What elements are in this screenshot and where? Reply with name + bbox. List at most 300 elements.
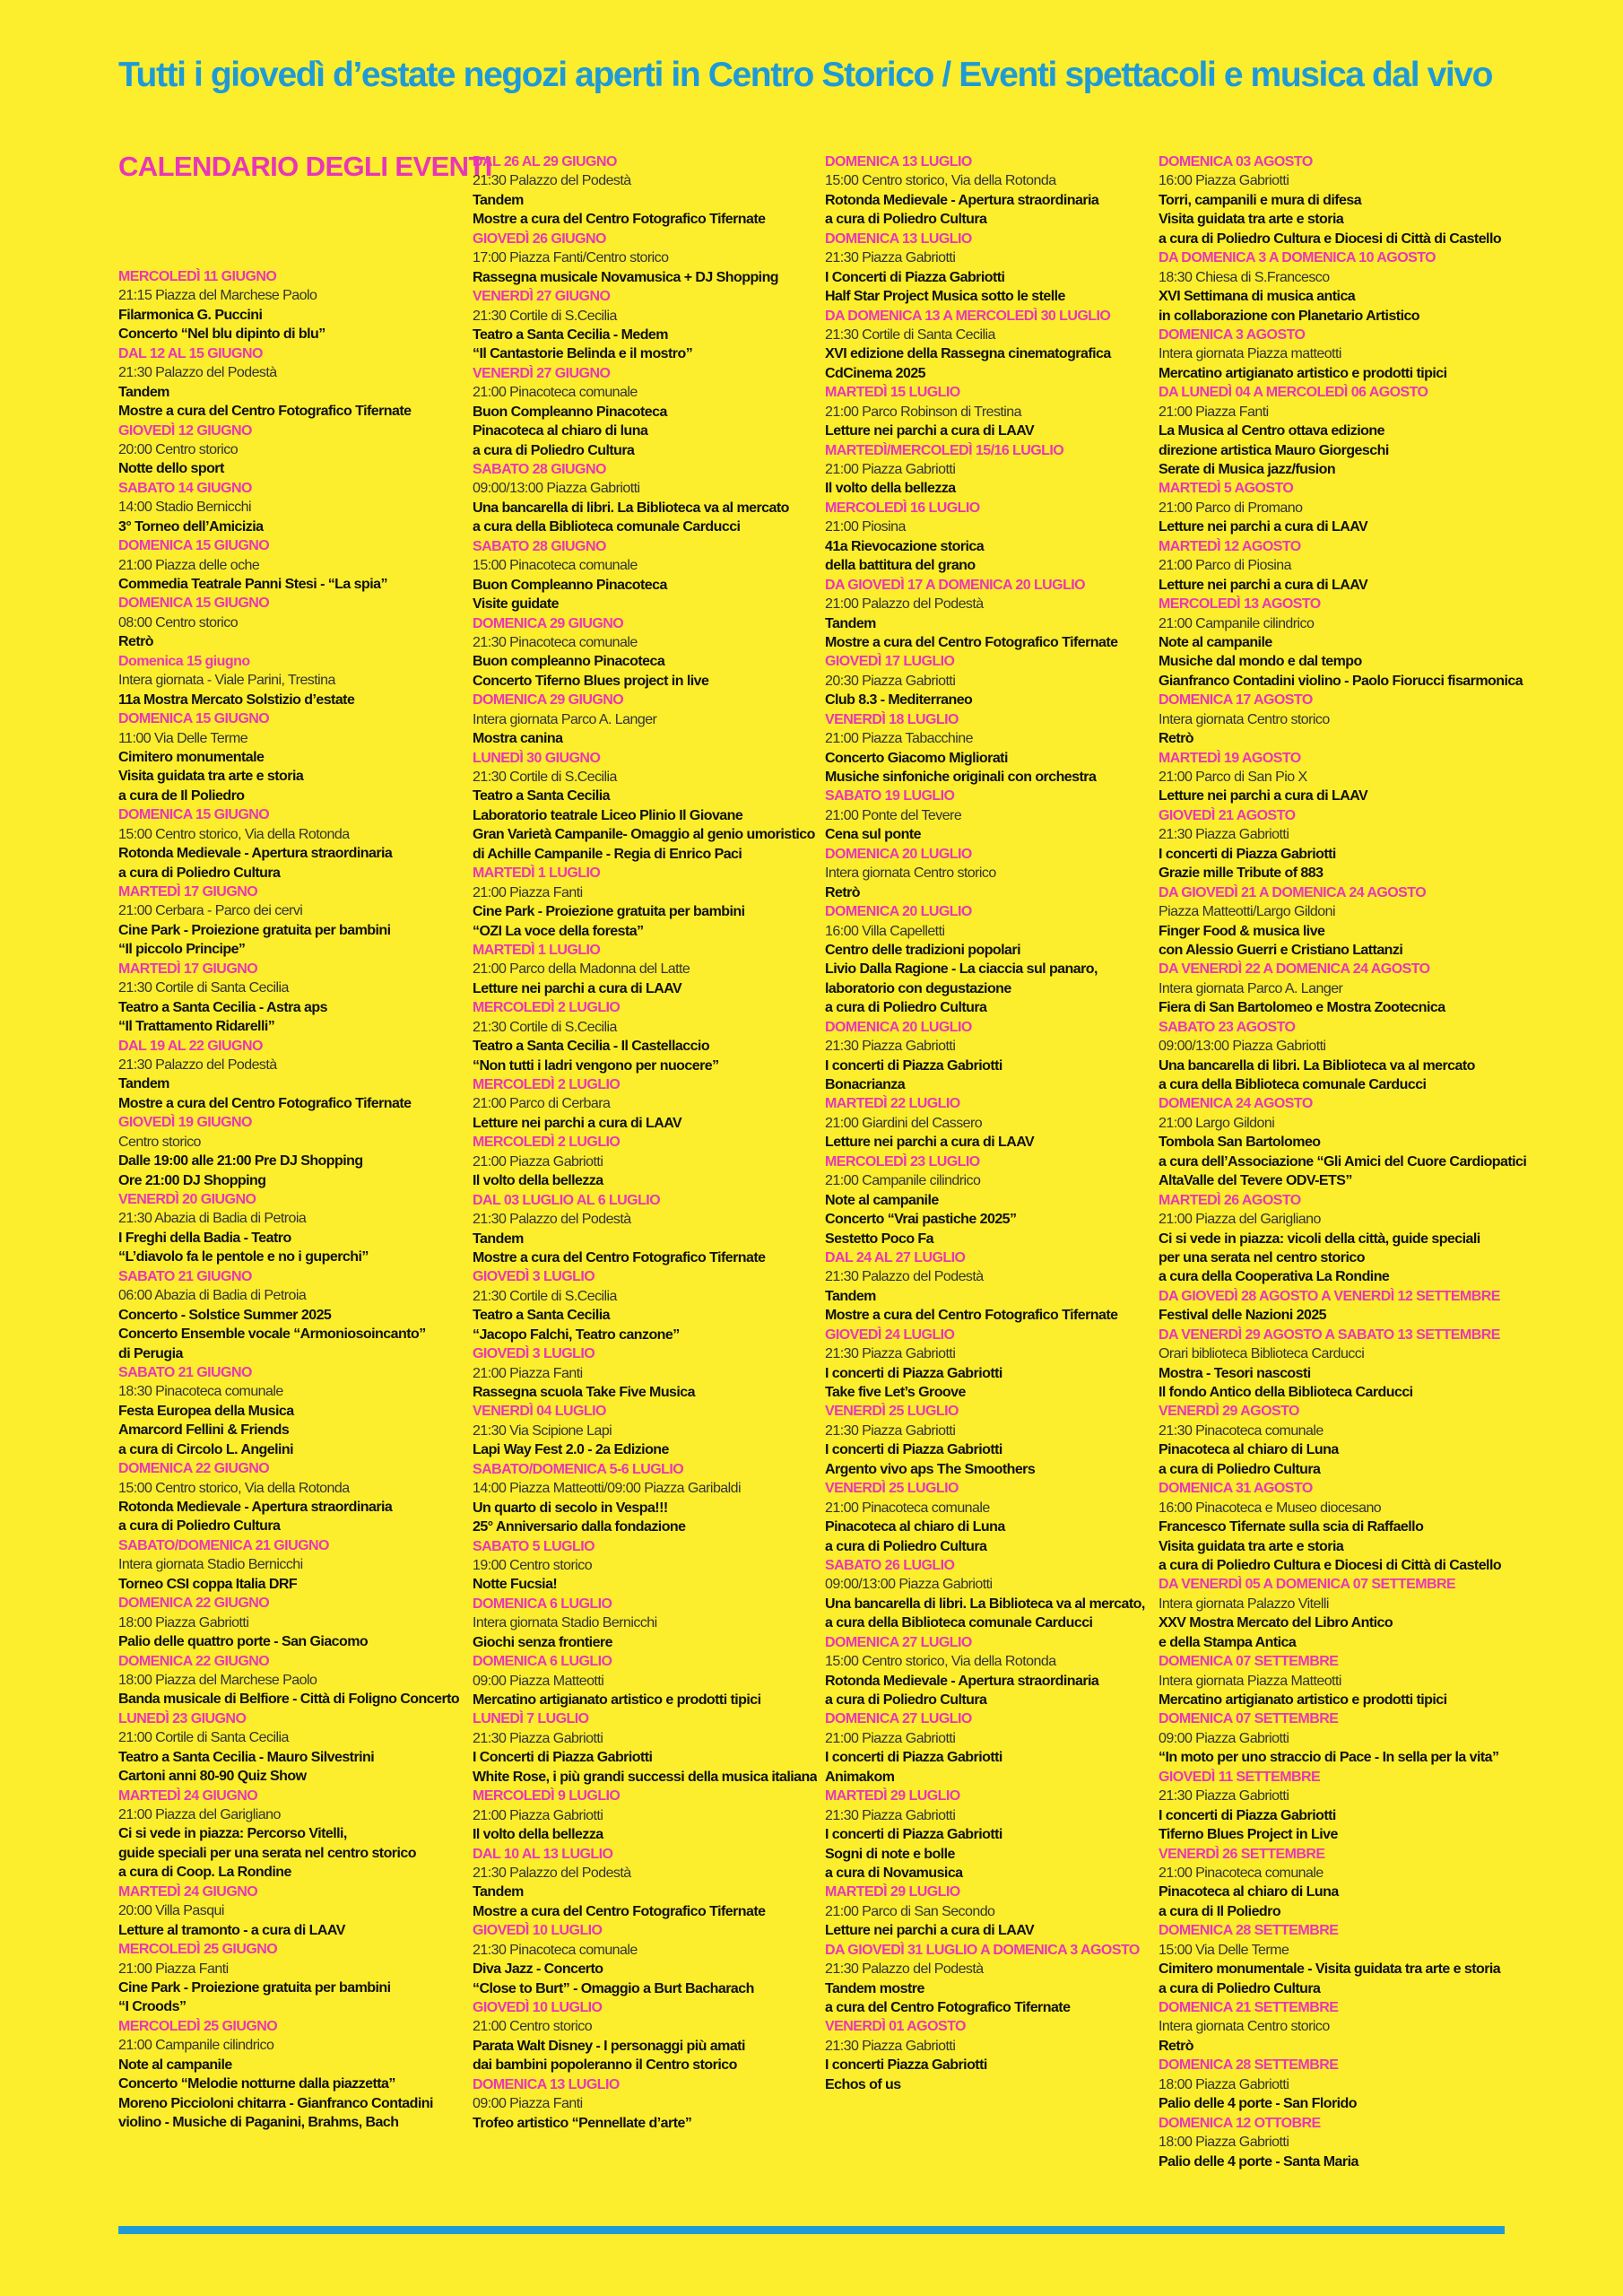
event-date: MERCOLEDÌ 9 LUGLIO bbox=[473, 1788, 621, 1805]
event-time-location: 18:00 Piazza Gabriotti bbox=[1159, 2076, 1289, 2092]
event-title: Pinacoteca al chiaro di Luna bbox=[825, 1519, 1005, 1535]
event-time-location: 21:00 Parco di Promano bbox=[1159, 500, 1303, 516]
event-title: Dalle 19:00 alle 21:00 Pre DJ Shopping bbox=[118, 1153, 363, 1170]
event-time-location: 15:00 Pinacoteca comunale bbox=[473, 558, 638, 574]
event-title: Note al campanile bbox=[1159, 634, 1272, 650]
event-title: Moreno Piccioloni chitarra - Gianfranco Contadini bbox=[118, 2095, 433, 2111]
event-time-location: 21:00 Campanile cilindrico bbox=[1159, 615, 1315, 631]
event-date: DOMENICA 3 AGOSTO bbox=[1159, 326, 1306, 343]
event-time-location: 21:00 Parco di Piosina bbox=[1159, 558, 1292, 574]
event-date: MARTEDÌ 5 AGOSTO bbox=[1159, 481, 1294, 497]
event-time-location: 18:30 Pinacoteca comunale bbox=[118, 1384, 283, 1400]
event-time-location: 21:30 Abazia di Badia di Petroia bbox=[118, 1211, 307, 1227]
event-date: DAL 03 LUGLIO AL 6 LUGLIO bbox=[473, 1192, 661, 1208]
event-title: Tombola San Bartolomeo bbox=[1159, 1135, 1321, 1151]
event-title: Torri, campanili e mura di difesa bbox=[1159, 192, 1362, 208]
event-title: a cura di Poliedro Cultura bbox=[825, 1692, 987, 1708]
event-time-location: 21:30 Cortile di S.Cecilia bbox=[473, 308, 617, 324]
event-date: DOMENICA 13 LUGLIO bbox=[825, 230, 972, 247]
event-title: Concerto “Melodie notturne dalla piazzetta” bbox=[118, 2076, 395, 2092]
event-title: Francesco Tifernate sulla scia di Raffaello bbox=[1159, 1519, 1424, 1535]
event-date: MERCOLEDÌ 25 GIUGNO bbox=[118, 1942, 278, 1958]
event-title: Letture nei parchi a cura di LAAV bbox=[1159, 519, 1368, 535]
event-title: Mercatino artigianato artistico e prodotti tipici bbox=[1159, 1692, 1447, 1708]
event-title: Palio delle 4 porte - San Florido bbox=[1159, 2096, 1357, 2112]
event-title: Sestetto Poco Fa bbox=[825, 1231, 934, 1247]
event-date: GIOVEDÌ 21 AGOSTO bbox=[1159, 807, 1296, 823]
event-title: Letture nei parchi a cura di LAAV bbox=[825, 423, 1035, 439]
event-title: Centro delle tradizioni popolari bbox=[825, 942, 1020, 958]
event-time-location: 21:00 Piazza Fanti bbox=[118, 1961, 229, 1977]
event-time-location: Intera giornata Piazza Matteotti bbox=[1159, 1673, 1341, 1689]
event-date: SABATO 28 GIUGNO bbox=[473, 538, 606, 554]
event-time-location: Intera giornata Piazza matteotti bbox=[1159, 346, 1341, 362]
event-date: DOMENICA 28 SETTEMBRE bbox=[1159, 1923, 1339, 1939]
event-date: MARTEDÌ 26 AGOSTO bbox=[1159, 1192, 1301, 1208]
event-title: Teatro a Santa Cecilia - Il Castellaccio bbox=[473, 1039, 710, 1055]
footer-bar bbox=[118, 2226, 1505, 2234]
event-time-location: 08:00 Centro storico bbox=[118, 614, 239, 631]
event-time-location: 09:00 Piazza Gabriotti bbox=[1159, 1730, 1289, 1746]
event-title: Animakom bbox=[825, 1769, 895, 1785]
event-title: Visite guidate bbox=[473, 596, 560, 613]
event-date: SABATO 21 GIUGNO bbox=[118, 1268, 252, 1284]
event-time-location: 11:00 Via Delle Terme bbox=[118, 730, 248, 746]
event-title: Concerto - Solstice Summer 2025 bbox=[118, 1307, 332, 1323]
event-time-location: 09:00 Piazza Fanti bbox=[473, 2096, 583, 2112]
event-title: AltaValle del Tevere ODV-ETS” bbox=[1159, 1173, 1352, 1189]
event-time-location: 16:00 Piazza Gabriotti bbox=[1159, 173, 1289, 189]
event-time-location: 21:00 Parco di San Secondo bbox=[825, 1903, 995, 1919]
event-title: a cura di Poliedro Cultura bbox=[825, 1538, 987, 1554]
event-time-location: 21:30 Palazzo del Podestà bbox=[473, 1865, 631, 1881]
event-title: per una serata nel centro storico bbox=[1159, 1249, 1365, 1265]
event-title: Mostra canina bbox=[473, 731, 563, 747]
event-title: Rotonda Medievale - Apertura straordinaria bbox=[118, 1500, 393, 1515]
event-title: Tandem bbox=[473, 1231, 524, 1247]
event-title: e della Stampa Antica bbox=[1159, 1634, 1297, 1650]
event-date: DAL 26 AL 29 GIUGNO bbox=[473, 154, 617, 170]
event-time-location: 20:00 Centro storico bbox=[118, 441, 239, 457]
event-date: MARTEDÌ 1 LUGLIO bbox=[473, 942, 601, 958]
event-date: SABATO/DOMENICA 21 GIUGNO bbox=[118, 1537, 329, 1553]
event-title: 11a Mostra Mercato Solstizio d’estate bbox=[118, 691, 355, 708]
event-date: GIOVEDÌ 10 LUGLIO bbox=[473, 1923, 603, 1939]
event-time-location: 21:00 Piazza Fanti bbox=[473, 884, 583, 900]
event-title: direzione artistica Mauro Giorgeschi bbox=[1159, 442, 1389, 458]
event-title: Bonacrianza bbox=[825, 1077, 906, 1092]
event-time-location: 21:00 Parco Robinson di Trestina bbox=[825, 404, 1021, 420]
event-time-location: 16:00 Villa Capelletti bbox=[825, 923, 945, 939]
event-time-location: 15:00 Via Delle Terme bbox=[1159, 1942, 1289, 1958]
event-title: Letture nei parchi a cura di LAAV bbox=[825, 1923, 1035, 1939]
event-date: SABATO 19 LUGLIO bbox=[825, 788, 955, 804]
event-title: Note al campanile bbox=[118, 2057, 232, 2073]
event-time-location: 21:00 Parco di Cerbara bbox=[473, 1096, 611, 1112]
event-title: Fiera di San Bartolomeo e Mostra Zootecnica bbox=[1159, 1000, 1445, 1016]
event-title: Tandem bbox=[118, 384, 169, 400]
event-time-location: 21:30 Pinacoteca comunale bbox=[473, 634, 638, 650]
event-title: Banda musicale di Belfiore - Città di Foligno Concerto bbox=[118, 1692, 460, 1708]
event-title: Torneo CSI coppa Italia DRF bbox=[118, 1576, 298, 1592]
event-date: DOMENICA 29 GIUGNO bbox=[473, 692, 624, 709]
event-time-location: 21:00 Piazza Tabacchine bbox=[825, 731, 973, 747]
event-time-location: 21:00 Largo Gildoni bbox=[1159, 1115, 1275, 1131]
event-time-location: 21:00 Centro storico bbox=[473, 2019, 593, 2035]
event-date: DA GIOVEDÌ 31 LUGLIO A DOMENICA 3 AGOSTO bbox=[825, 1942, 1140, 1958]
event-title: “Non tutti i ladri vengono per nuocere” bbox=[473, 1057, 719, 1074]
event-date: DA DOMENICA 13 A MERCOLEDÌ 30 LUGLIO bbox=[825, 308, 1111, 324]
event-time-location: 21:00 Piazza Gabriotti bbox=[473, 1807, 603, 1823]
event-date: DOMENICA 12 OTTOBRE bbox=[1159, 2115, 1321, 2131]
event-title: a cura della Cooperativa La Rondine bbox=[1159, 1269, 1390, 1285]
event-title: a cura di Poliedro Cultura bbox=[118, 1518, 281, 1535]
event-title: a cura di Poliedro Cultura bbox=[473, 442, 635, 458]
event-title: violino - Musiche di Paganini, Brahms, Bach bbox=[118, 2115, 399, 2130]
event-time-location: 18:30 Chiesa di S.Francesco bbox=[1159, 269, 1330, 285]
event-title: Club 8.3 - Mediterraneo bbox=[825, 692, 973, 709]
event-title: Mostre a cura del Centro Fotografico Tifernate bbox=[825, 1308, 1118, 1324]
event-time-location: 21:00 Piazza Gabriotti bbox=[473, 1153, 603, 1170]
event-title: di Achille Campanile - Regia di Enrico Paci bbox=[473, 846, 742, 862]
event-title: Half Star Project Musica sotto le stelle bbox=[825, 289, 1065, 305]
event-title: Parata Walt Disney - I personaggi più amati bbox=[473, 2038, 745, 2054]
event-title: Buon compleanno Pinacoteca bbox=[473, 654, 665, 670]
event-title: Cine Park - Proiezione gratuita per bambini bbox=[473, 904, 745, 920]
event-title: XXV Mostra Mercato del Libro Antico bbox=[1159, 1615, 1393, 1631]
event-date: GIOVEDÌ 10 LUGLIO bbox=[473, 2000, 603, 2015]
event-date: SABATO 21 GIUGNO bbox=[118, 1364, 252, 1380]
events-column-1 bbox=[118, 267, 459, 2132]
event-date: VENERDÌ 25 LUGLIO bbox=[825, 1404, 959, 1420]
event-title: Festa Europea della Musica bbox=[118, 1403, 294, 1419]
event-date: MARTEDÌ 24 GIUGNO bbox=[118, 1883, 258, 1900]
event-title: XVI edizione della Rassegna cinematografica bbox=[825, 346, 1111, 362]
event-time-location: 06:00 Abazia di Badia di Petroia bbox=[118, 1288, 307, 1304]
events-column-4 bbox=[1159, 152, 1526, 2171]
event-title: Una bancarella di libri. La Biblioteca va al mercato, bbox=[825, 1596, 1145, 1612]
event-time-location: Orari biblioteca Biblioteca Carducci bbox=[1159, 1346, 1365, 1362]
event-time-location: 21:30 Palazzo del Podestà bbox=[118, 1057, 277, 1073]
event-time-location: 20:30 Piazza Gabriotti bbox=[825, 673, 956, 689]
event-date: MERCOLEDÌ 13 AGOSTO bbox=[1159, 596, 1321, 613]
event-title: Cimitero monumentale bbox=[118, 749, 265, 765]
event-time-location: 21:30 Cortile di Santa Cecilia bbox=[825, 326, 995, 343]
event-time-location: 21:30 Piazza Gabriotti bbox=[473, 1730, 603, 1746]
event-title: Cena sul ponte bbox=[825, 827, 921, 843]
event-time-location: 21:30 Palazzo del Podestà bbox=[473, 173, 631, 189]
event-title: Cartoni anni 80-90 Quiz Show bbox=[118, 1769, 307, 1785]
event-title: Il fondo Antico della Biblioteca Carducci bbox=[1159, 1385, 1413, 1400]
event-title: “Jacopo Falchi, Teatro canzone” bbox=[473, 1326, 680, 1343]
event-time-location: 21:00 Piazza Fanti bbox=[1159, 404, 1269, 420]
event-title: Argento vivo aps The Smoothers bbox=[825, 1461, 1036, 1477]
event-time-location: 18:00 Piazza del Marchese Paolo bbox=[118, 1672, 317, 1688]
event-time-location: Intera giornata Centro storico bbox=[1159, 2019, 1330, 2035]
event-title: laboratorio con degustazione bbox=[825, 980, 1011, 996]
event-title: Tiferno Blues Project in Live bbox=[1159, 1827, 1338, 1843]
event-date: DOMENICA 31 AGOSTO bbox=[1159, 1481, 1313, 1497]
event-title: Letture nei parchi a cura di LAAV bbox=[1159, 788, 1368, 804]
event-time-location: 21:00 Piosina bbox=[825, 519, 906, 535]
event-time-location: 21:30 Cortile di S.Cecilia bbox=[473, 770, 617, 785]
event-time-location: 16:00 Pinacoteca e Museo diocesano bbox=[1159, 1500, 1382, 1516]
event-time-location: 21:30 Piazza Gabriotti bbox=[1159, 1788, 1289, 1805]
event-title: Mercatino artigianato artistico e prodotti tipici bbox=[473, 1692, 761, 1708]
event-title: guide speciali per una serata nel centro storico bbox=[118, 1845, 416, 1861]
event-time-location: Intera giornata Parco A. Langer bbox=[473, 711, 657, 727]
event-date: Domenica 15 giugno bbox=[118, 653, 250, 669]
event-title: a cura di Poliedro Cultura e Diocesi di Città di Castello bbox=[1159, 230, 1502, 247]
event-title: Tandem bbox=[118, 1076, 169, 1092]
event-time-location: 21:00 Cortile di Santa Cecilia bbox=[118, 1730, 289, 1746]
event-date: VENERDÌ 20 GIUGNO bbox=[118, 1192, 256, 1207]
event-title: Teatro a Santa Cecilia - Mauro Silvestrini bbox=[118, 1749, 375, 1765]
event-title: Concerto “Nel blu dipinto di blu” bbox=[118, 326, 325, 343]
event-date: DOMENICA 20 LUGLIO bbox=[825, 846, 972, 862]
event-date: MARTEDÌ 24 GIUGNO bbox=[118, 1787, 258, 1804]
event-title: a cura dell’Associazione “Gli Amici del Cuore Cardiopatici bbox=[1159, 1153, 1527, 1170]
event-date: VENERDÌ 18 LUGLIO bbox=[825, 711, 959, 727]
event-title: Concerto Tiferno Blues project in live bbox=[473, 673, 709, 689]
event-title: Festival delle Nazioni 2025 bbox=[1159, 1308, 1327, 1324]
event-title: Retrò bbox=[1159, 731, 1194, 747]
event-title: Rassegna musicale Novamusica + DJ Shopping bbox=[473, 269, 779, 285]
event-time-location: 21:00 Piazza del Garigliano bbox=[1159, 1212, 1321, 1228]
event-title: Note al campanile bbox=[825, 1192, 939, 1208]
event-date: VENERDÌ 04 LUGLIO bbox=[473, 1404, 606, 1420]
event-title: I concerti di Piazza Gabriotti bbox=[825, 1365, 1002, 1381]
event-date: GIOVEDÌ 26 GIUGNO bbox=[473, 230, 606, 247]
event-title: Palio delle 4 porte - Santa Maria bbox=[1159, 2153, 1358, 2170]
event-time-location: 21:15 Piazza del Marchese Paolo bbox=[118, 288, 317, 304]
event-date: DAL 10 AL 13 LUGLIO bbox=[473, 1846, 613, 1862]
event-title: Buon Compleanno Pinacoteca bbox=[473, 577, 667, 593]
event-time-location: 21:00 Campanile cilindrico bbox=[825, 1173, 981, 1189]
event-title: a cura di Poliedro Cultura bbox=[1159, 1461, 1321, 1477]
event-title: Rotonda Medievale - Apertura straordinaria bbox=[825, 192, 1099, 208]
event-title: XVI Settimana di musica antica bbox=[1159, 289, 1356, 305]
event-date: MARTEDÌ 17 GIUGNO bbox=[118, 961, 258, 977]
event-time-location: 14:00 Piazza Matteotti/09:00 Piazza Garibaldi bbox=[473, 1481, 741, 1497]
event-title: Echos of us bbox=[825, 2076, 901, 2092]
event-date: SABATO 26 LUGLIO bbox=[825, 1557, 955, 1573]
event-title: a cura del Centro Fotografico Tifernate bbox=[825, 2000, 1071, 2015]
event-title: Finger Food & musica live bbox=[1159, 923, 1325, 939]
event-date: DOMENICA 15 GIUGNO bbox=[118, 596, 270, 612]
event-time-location: Intera giornata - Viale Parini, Trestina bbox=[118, 673, 335, 689]
event-date: GIOVEDÌ 24 LUGLIO bbox=[825, 1326, 955, 1343]
event-title: I concerti di Piazza Gabriotti bbox=[1159, 1807, 1336, 1823]
event-title: Retrò bbox=[118, 634, 154, 650]
event-title: Rotonda Medievale - Apertura straordinaria bbox=[825, 1673, 1099, 1689]
event-date: LUNEDÌ 30 GIUGNO bbox=[473, 750, 601, 766]
event-date: DA GIOVEDÌ 21 A DOMENICA 24 AGOSTO bbox=[1159, 884, 1427, 900]
event-date: DOMENICA 6 LUGLIO bbox=[473, 1654, 612, 1670]
event-date: VENERDÌ 25 LUGLIO bbox=[825, 1481, 959, 1497]
event-date: SABATO 5 LUGLIO bbox=[473, 1538, 595, 1554]
event-title: 41a Rievocazione storica bbox=[825, 538, 985, 554]
event-date: MERCOLEDÌ 16 LUGLIO bbox=[825, 500, 980, 516]
event-title: Filarmonica G. Puccini bbox=[118, 307, 263, 323]
event-date: DOMENICA 27 LUGLIO bbox=[825, 1711, 972, 1727]
event-title: di Perugia bbox=[118, 1345, 183, 1361]
event-date: VENERDÌ 01 AGOSTO bbox=[825, 2019, 966, 2035]
event-date: DOMENICA 27 LUGLIO bbox=[825, 1634, 972, 1650]
event-title: “I Croods” bbox=[118, 1999, 187, 2015]
event-time-location: 21:30 Piazza Gabriotti bbox=[825, 1422, 956, 1439]
event-date: GIOVEDÌ 12 GIUGNO bbox=[118, 422, 252, 439]
event-time-location: 15:00 Centro storico, Via della Rotonda bbox=[118, 1480, 350, 1496]
event-date: DOMENICA 22 GIUGNO bbox=[118, 1653, 270, 1669]
event-title: Rassegna scuola Take Five Musica bbox=[473, 1385, 696, 1400]
event-title: Cine Park - Proiezione gratuita per bambini bbox=[118, 922, 391, 938]
event-title: Teatro a Santa Cecilia - Astra aps bbox=[118, 999, 327, 1015]
event-title: Il volto della bellezza bbox=[473, 1173, 603, 1189]
event-title: Letture al tramonto - a cura di LAAV bbox=[118, 1922, 345, 1938]
event-time-location: Intera giornata Centro storico bbox=[825, 865, 996, 882]
event-date: DA VENERDÌ 29 AGOSTO A SABATO 13 SETTEMBRE bbox=[1159, 1326, 1500, 1343]
event-time-location: 18:00 Piazza Gabriotti bbox=[118, 1614, 249, 1631]
event-title: Mostre a cura del Centro Fotografico Tifernate bbox=[118, 404, 412, 420]
event-date: GIOVEDÌ 19 GIUGNO bbox=[118, 1115, 252, 1131]
event-title: Concerto “Vrai pastiche 2025” bbox=[825, 1212, 1017, 1228]
event-title: Retrò bbox=[1159, 2038, 1194, 2054]
event-time-location: 21:30 Piazza Gabriotti bbox=[825, 2038, 956, 2054]
event-date: MERCOLEDÌ 2 LUGLIO bbox=[473, 1135, 621, 1151]
event-date: VENERDÌ 27 GIUGNO bbox=[473, 365, 611, 381]
event-time-location: Intera giornata Stadio Bernicchi bbox=[473, 1615, 657, 1631]
event-title: 25° Anniversario dalla fondazione bbox=[473, 1519, 686, 1535]
event-time-location: Intera giornata Stadio Bernicchi bbox=[118, 1557, 303, 1573]
event-date: GIOVEDÌ 3 LUGLIO bbox=[473, 1346, 595, 1362]
event-title: Visita guidata tra arte e storia bbox=[1159, 212, 1344, 228]
event-title: Tandem mostre bbox=[825, 1980, 924, 1996]
event-title: I concerti di Piazza Gabriotti bbox=[825, 1057, 1002, 1074]
event-date: VENERDÌ 26 SETTEMBRE bbox=[1159, 1846, 1325, 1862]
event-title: I concerti Piazza Gabriotti bbox=[825, 2057, 987, 2074]
event-title: dai bambini popoleranno il Centro storico bbox=[473, 2057, 737, 2074]
event-time-location: 21:30 Cortile di S.Cecilia bbox=[473, 1288, 617, 1304]
event-date: DOMENICA 22 GIUGNO bbox=[118, 1596, 270, 1612]
event-title: Tandem bbox=[473, 1884, 524, 1900]
event-title: a cura di Poliedro Cultura bbox=[118, 865, 281, 881]
event-time-location: 21:00 Cerbara - Parco dei cervi bbox=[118, 903, 303, 919]
event-title: con Alessio Guerri e Cristiano Lattanzi bbox=[1159, 942, 1403, 958]
event-date: DOMENICA 28 SETTEMBRE bbox=[1159, 2057, 1339, 2074]
event-title: Trofeo artistico “Pennellate d’arte” bbox=[473, 2115, 692, 2131]
event-title: a cura di Coop. La Rondine bbox=[118, 1865, 291, 1881]
event-time-location: 21:00 Parco della Madonna del Latte bbox=[473, 961, 690, 978]
page-header: Tutti i giovedì d’estate negozi aperti in Centro Storico / Eventi spettacoli e musica dal vivo bbox=[118, 56, 1493, 94]
event-date: DOMENICA 24 AGOSTO bbox=[1159, 1096, 1313, 1112]
event-title: Mostre a cura del Centro Fotografico Tifernate bbox=[473, 1249, 766, 1265]
event-date: GIOVEDÌ 11 SETTEMBRE bbox=[1159, 1769, 1321, 1785]
event-title: a cura di Poliedro Cultura bbox=[825, 1000, 987, 1016]
event-title: “OZI La voce della foresta” bbox=[473, 923, 644, 939]
event-time-location: Intera giornata Parco A. Langer bbox=[1159, 980, 1343, 996]
event-title: Mostre a cura del Centro Fotografico Tifernate bbox=[118, 1095, 412, 1111]
event-title: I concerti di Piazza Gabriotti bbox=[825, 1750, 1002, 1766]
event-date: DA DOMENICA 3 A DOMENICA 10 AGOSTO bbox=[1159, 250, 1436, 266]
event-time-location: 21:30 Piazza Gabriotti bbox=[825, 1346, 956, 1362]
event-title: Visita guidata tra arte e storia bbox=[1159, 1538, 1344, 1554]
event-date: MARTEDÌ 12 AGOSTO bbox=[1159, 538, 1301, 554]
event-title: Gran Varietà Campanile- Omaggio al genio umoristico bbox=[473, 827, 815, 843]
event-title: Letture nei parchi a cura di LAAV bbox=[825, 1135, 1035, 1151]
event-time-location: 21:00 Piazza Fanti bbox=[473, 1365, 583, 1381]
event-date: MARTEDÌ/MERCOLEDÌ 15/16 LUGLIO bbox=[825, 442, 1064, 458]
event-date: VENERDÌ 27 GIUGNO bbox=[473, 289, 611, 305]
event-title: a cura di Poliedro Cultura bbox=[825, 212, 987, 228]
event-title: “Close to Burt” - Omaggio a Burt Bacharach bbox=[473, 1980, 754, 1996]
event-title: Mostra - Tesori nascosti bbox=[1159, 1365, 1311, 1381]
event-time-location: 21:30 Pinacoteca comunale bbox=[473, 1942, 638, 1958]
event-time-location: 21:00 Pinacoteca comunale bbox=[1159, 1865, 1324, 1881]
event-title: I Concerti di Piazza Gabriotti bbox=[825, 269, 1005, 285]
event-date: SABATO/DOMENICA 5-6 LUGLIO bbox=[473, 1461, 684, 1477]
event-title: Tandem bbox=[825, 1288, 876, 1304]
event-title: della battitura del grano bbox=[825, 558, 976, 574]
event-time-location: 21:00 Giardini del Cassero bbox=[825, 1115, 983, 1131]
events-column-2 bbox=[473, 152, 817, 2133]
event-title: a cura della Biblioteca comunale Carducci bbox=[1159, 1077, 1427, 1092]
event-title: Lapi Way Fest 2.0 - 2a Edizione bbox=[473, 1442, 669, 1458]
event-time-location: 15:00 Centro storico, Via della Rotonda bbox=[825, 173, 1056, 189]
event-title: Musiche sinfoniche originali con orchestra bbox=[825, 770, 1097, 785]
event-title: Una bancarella di libri. La Biblioteca va al mercato bbox=[473, 500, 789, 516]
event-date: MARTEDÌ 15 LUGLIO bbox=[825, 385, 960, 401]
event-title: Take five Let’s Groove bbox=[825, 1385, 966, 1400]
event-time-location: 21:00 Pinacoteca comunale bbox=[473, 385, 638, 401]
event-date: SABATO 28 GIUGNO bbox=[473, 462, 606, 477]
event-date: MARTEDÌ 1 LUGLIO bbox=[473, 865, 601, 882]
event-date: DOMENICA 15 GIUGNO bbox=[118, 538, 270, 554]
event-title: Letture nei parchi a cura di LAAV bbox=[473, 980, 682, 996]
event-title: a cura della Biblioteca comunale Carducci bbox=[473, 519, 741, 535]
event-title: I concerti di Piazza Gabriotti bbox=[1159, 846, 1336, 862]
event-time-location: Intera giornata Palazzo Vitelli bbox=[1159, 1596, 1329, 1612]
event-title: Teatro a Santa Cecilia bbox=[473, 788, 611, 804]
event-time-location: 21:30 Piazza Gabriotti bbox=[825, 1807, 956, 1823]
event-title: Notte dello sport bbox=[118, 461, 224, 477]
event-date: MARTEDÌ 22 LUGLIO bbox=[825, 1096, 960, 1112]
event-title: a cura di Il Poliedro bbox=[1159, 1903, 1281, 1919]
event-date: MERCOLEDÌ 25 GIUGNO bbox=[118, 2018, 278, 2034]
event-time-location: 21:30 Palazzo del Podestà bbox=[473, 1212, 631, 1228]
event-date: MERCOLEDÌ 11 GIUGNO bbox=[118, 269, 277, 284]
event-title: a cura di Poliedro Cultura e Diocesi di Città di Castello bbox=[1159, 1557, 1502, 1573]
event-time-location: 21:30 Palazzo del Podestà bbox=[118, 365, 277, 381]
event-title: Livio Dalla Ragione - La ciaccia sul panaro, bbox=[825, 961, 1098, 978]
event-date: LUNEDÌ 23 GIUGNO bbox=[118, 1710, 247, 1726]
event-title: Gianfranco Contadini violino - Paolo Fiorucci fisarmonica bbox=[1159, 673, 1523, 689]
event-title: a cura de Il Poliedro bbox=[118, 787, 245, 804]
event-date: SABATO 14 GIUGNO bbox=[118, 480, 252, 496]
event-title: Commedia Teatrale Panni Stesi - “La spia” bbox=[118, 577, 387, 592]
event-time-location: 21:30 Piazza Gabriotti bbox=[825, 250, 956, 266]
event-title: Letture nei parchi a cura di LAAV bbox=[1159, 577, 1368, 593]
event-title: “Il Trattamento Ridarelli” bbox=[118, 1019, 275, 1035]
event-title: Pinacoteca al chiaro di Luna bbox=[1159, 1884, 1339, 1900]
event-date: GIOVEDÌ 17 LUGLIO bbox=[825, 654, 955, 670]
event-title: Mostre a cura del Centro Fotografico Tifernate bbox=[473, 1903, 766, 1919]
event-title: “In moto per uno straccio di Pace - In sella per la vita” bbox=[1159, 1750, 1499, 1766]
event-title: Tandem bbox=[473, 192, 524, 208]
event-date: DOMENICA 29 GIUGNO bbox=[473, 615, 624, 631]
event-time-location: 09:00 Piazza Matteotti bbox=[473, 1673, 604, 1689]
event-title: a cura di Novamusica bbox=[825, 1865, 963, 1881]
